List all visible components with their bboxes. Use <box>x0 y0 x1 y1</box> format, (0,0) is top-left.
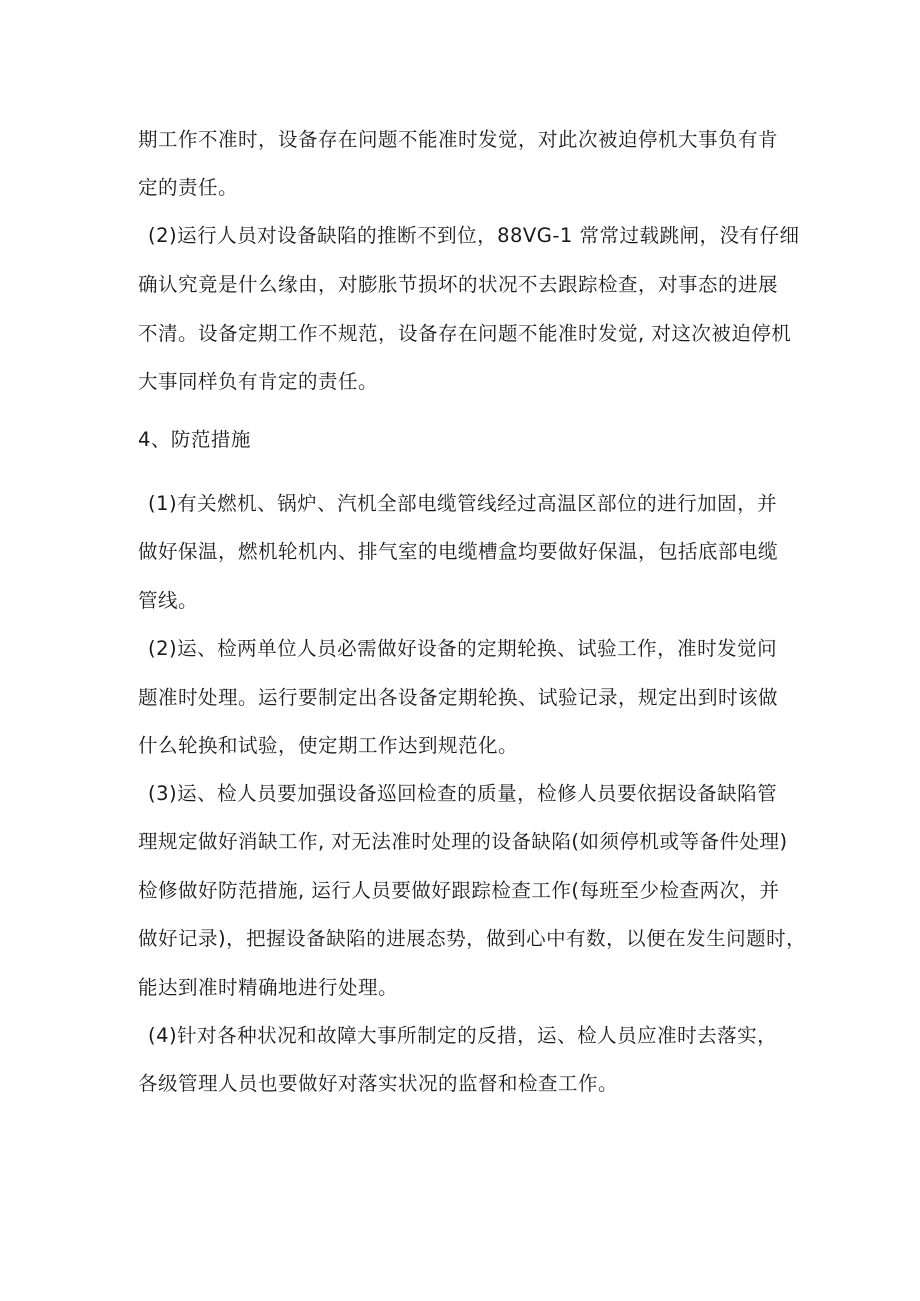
paragraph-line: (4)针对各种状况和故障大事所制定的反措，运、检人员应准时去落实， <box>148 1024 778 1047</box>
paragraph-line: 题准时处理。运行要制定出各设备定期轮换、试验记录，规定出到时该做 <box>138 686 779 709</box>
paragraph-line: 定的责任。 <box>138 176 239 199</box>
paragraph-line: 期工作不准时，设备存在问题不能准时发觉，对此次被迫停机大事负有肯 <box>138 128 779 151</box>
paragraph-line: 做好记录)，把握设备缺陷的进展态势，做到心中有数，以便在发生问题时， <box>138 927 807 950</box>
paragraph-line: 理规定做好消缺工作, 对无法准时处理的设备缺陷(如须停机或等备件处理) <box>138 830 788 853</box>
paragraph-line: 大事同样负有肯定的责任。 <box>138 370 379 393</box>
paragraph-line: 确认究竟是什么缘由，对膨胀节损坏的状况不去跟踪检查，对事态的进展 <box>138 273 779 296</box>
paragraph-line: (2)运、检两单位人员必需做好设备的定期轮换、试验工作，准时发觉问 <box>148 637 778 660</box>
paragraph-line: 什么轮换和试验，使定期工作达到规范化。 <box>138 734 519 757</box>
paragraph-line: 检修做好防范措施, 运行人员要做好跟踪检查工作(每班至少检查两次，并 <box>138 879 780 902</box>
paragraph-line: 不清。设备定期工作不规范，设备存在问题不能准时发觉, 对这次被迫停机 <box>138 322 792 345</box>
paragraph-line: 能达到准时精确地进行处理。 <box>138 976 399 999</box>
paragraph-line: 各级管理人员也要做好对落实状况的监督和检查工作。 <box>138 1072 619 1095</box>
paragraph-line: (2)运行人员对设备缺陷的推断不到位，88VG-1 常常过载跳闸，没有仔细 <box>148 224 800 247</box>
section-heading: 4、防范措施 <box>138 428 251 451</box>
paragraph-line: 做好保温，燃机轮机内、排气室的电缆槽盒均要做好保温，包括底部电缆 <box>138 540 779 563</box>
paragraph-line: (3)运、检人员要加强设备巡回检查的质量，检修人员要依据设备缺陷管 <box>148 782 778 805</box>
paragraph-line: (1)有关燃机、锅炉、汽机全部电缆管线经过高温区部位的进行加固，并 <box>148 492 778 515</box>
paragraph-line: 管线。 <box>138 589 199 612</box>
